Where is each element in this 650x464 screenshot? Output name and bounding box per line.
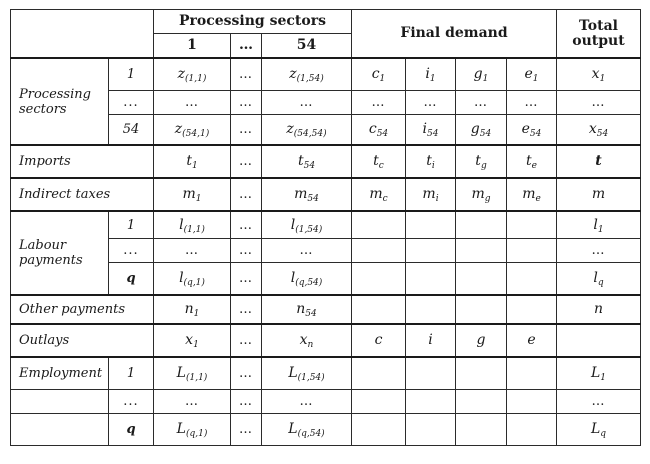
cell-sym: n <box>296 301 306 317</box>
cell-last <box>262 414 352 446</box>
cell-first <box>154 295 231 324</box>
row-label-other-payments: Other payments <box>11 295 154 324</box>
cell-g <box>456 115 507 146</box>
cell-first <box>154 324 231 357</box>
cell-sym: x <box>588 121 597 137</box>
cell-e <box>507 115 557 146</box>
cell-sub: (q,54) <box>297 429 325 439</box>
cell-sub: 54 <box>307 194 319 204</box>
cell-total <box>557 414 641 446</box>
cell-empty <box>507 239 557 263</box>
header-processing-sectors: Processing sectors <box>154 10 352 34</box>
cell-dots: … <box>231 357 262 390</box>
cell-first <box>154 263 231 296</box>
cell-sub: (54,54) <box>293 129 327 139</box>
input-output-table <box>10 9 641 446</box>
cell-sub: e <box>535 194 541 204</box>
cell-first <box>154 145 231 178</box>
cell-sym: L <box>176 365 186 381</box>
cell-empty <box>352 239 406 263</box>
cell-sub: (q,54) <box>295 278 323 288</box>
cell-empty <box>456 239 507 263</box>
header-corner <box>11 10 154 59</box>
row-index: q <box>109 414 154 446</box>
cell-empty <box>557 324 641 357</box>
header-total-line1: Total <box>578 17 618 34</box>
cell-sym: l <box>593 216 598 233</box>
row-index: ... <box>109 91 154 115</box>
cell-sym: c <box>371 66 380 82</box>
row-label-employment: Employment <box>11 357 109 390</box>
cell-sym: i <box>425 66 430 82</box>
cell-dots: … <box>231 295 262 324</box>
cell-sub: (1,54) <box>296 74 324 84</box>
cell-sym: l <box>179 270 184 286</box>
cell-sym: L <box>288 365 298 381</box>
cell-e <box>507 58 557 91</box>
cell-dots: … <box>557 239 641 263</box>
cell-sub: 54 <box>427 129 439 139</box>
cell-empty <box>352 211 406 239</box>
cell-sub: 54 <box>305 309 317 319</box>
cell-last <box>262 263 352 296</box>
cell-total <box>557 263 641 296</box>
cell-sub: (1,54) <box>297 373 325 383</box>
cell-sym: t <box>186 153 192 169</box>
cell-sym: L <box>176 421 186 437</box>
row-index: ... <box>109 239 154 263</box>
cell-dots: … <box>231 239 262 263</box>
cell-total: n <box>557 295 641 324</box>
cell-x-total <box>557 115 641 146</box>
cell-empty <box>406 263 456 296</box>
cell-sym: t <box>475 153 481 169</box>
cell-sym: L <box>590 365 601 381</box>
cell-sym: z <box>177 66 186 82</box>
cell-sym: c <box>368 121 377 137</box>
cell-sub: e <box>531 161 537 171</box>
cell-sub: q <box>600 429 607 439</box>
cell-sub: 1 <box>429 74 436 84</box>
cell-g <box>456 178 507 211</box>
cell-c <box>352 178 406 211</box>
cell-sym: m <box>182 186 196 202</box>
cell-sym: z <box>289 66 297 82</box>
cell-sym: x <box>299 332 308 348</box>
cell-sub: 1 <box>191 161 198 171</box>
header-col-first: 1 <box>154 34 231 59</box>
cell-sym: m <box>522 186 536 202</box>
cell-sub: i <box>431 161 435 171</box>
cell-sub: 1 <box>379 74 386 84</box>
cell-empty <box>507 295 557 324</box>
cell-c: c <box>352 324 406 357</box>
cell-sub: q <box>597 278 604 288</box>
cell-dots: … <box>154 390 231 414</box>
cell-sub: c <box>378 161 384 171</box>
cell-empty <box>352 357 406 390</box>
cell-z-last <box>262 115 352 146</box>
cell-empty <box>352 295 406 324</box>
cell-sub: 1 <box>195 194 202 204</box>
cell-dots: … <box>231 324 262 357</box>
cell-dots: … <box>262 91 352 115</box>
cell-dots: … <box>231 178 262 211</box>
cell-sym: e <box>524 66 533 82</box>
cell-sub: (54,1) <box>182 129 210 139</box>
cell-empty <box>456 357 507 390</box>
cell-empty <box>456 414 507 446</box>
cell-empty <box>406 239 456 263</box>
cell-empty <box>507 211 557 239</box>
cell-total <box>557 211 641 239</box>
cell-dots: … <box>231 145 262 178</box>
cell-sym: g <box>473 66 483 82</box>
cell-sub: 1 <box>193 309 200 319</box>
cell-empty <box>352 390 406 414</box>
cell-dots: … <box>456 91 507 115</box>
cell-sym: z <box>286 121 294 137</box>
row-index: 1 <box>109 58 154 91</box>
row-index: q <box>109 263 154 296</box>
cell-sub: 1 <box>600 373 607 383</box>
cell-sym: x <box>185 332 194 348</box>
cell-dots: … <box>557 91 641 115</box>
cell-sym: n <box>184 301 194 317</box>
cell-e <box>507 178 557 211</box>
header-col-last: 54 <box>262 34 352 59</box>
cell-z-last <box>262 58 352 91</box>
cell-last <box>262 178 352 211</box>
cell-empty <box>456 295 507 324</box>
cell-g: g <box>456 324 507 357</box>
cell-sym: l <box>290 270 296 286</box>
cell-sub: 54 <box>376 129 389 139</box>
cell-sub: 54 <box>596 129 609 139</box>
cell-empty <box>507 390 557 414</box>
cell-dots: … <box>231 263 262 296</box>
cell-empty <box>456 263 507 296</box>
cell-sub: c <box>382 194 388 204</box>
row-index: ... <box>109 390 154 414</box>
cell-empty <box>507 414 557 446</box>
cell-sub: 1 <box>532 74 539 84</box>
cell-dots: … <box>154 239 231 263</box>
cell-empty <box>11 390 109 414</box>
cell-empty <box>406 390 456 414</box>
cell-sub: (1,54) <box>295 224 323 235</box>
cell-sym: l <box>179 216 184 233</box>
cell-sub: 1 <box>482 74 489 84</box>
cell-i: i <box>406 324 456 357</box>
cell-first <box>154 357 231 390</box>
cell-i <box>406 145 456 178</box>
cell-z-first <box>154 115 231 146</box>
cell-empty <box>406 211 456 239</box>
cell-dots: … <box>262 390 352 414</box>
cell-sub: 1 <box>599 74 606 84</box>
cell-sym: e <box>521 121 530 137</box>
cell-sym: L <box>590 421 601 437</box>
row-label-labour-payments: Labour payments <box>11 211 109 295</box>
cell-sym: x <box>591 66 600 82</box>
row-index: 1 <box>109 211 154 239</box>
row-label-indirect-taxes: Indirect taxes <box>11 178 154 211</box>
cell-dots: … <box>557 390 641 414</box>
cell-c <box>352 115 406 146</box>
cell-sub: (1,1) <box>183 224 205 235</box>
cell-sym: l <box>290 216 296 233</box>
cell-sub: i <box>435 194 439 204</box>
cell-sub: g <box>484 194 491 204</box>
cell-empty <box>456 211 507 239</box>
cell-dots: … <box>507 91 557 115</box>
cell-c <box>352 145 406 178</box>
cell-sub: g <box>480 161 487 171</box>
cell-e: e <box>507 324 557 357</box>
cell-dots: … <box>406 91 456 115</box>
cell-empty <box>406 357 456 390</box>
cell-empty <box>11 414 109 446</box>
cell-g <box>456 145 507 178</box>
cell-sub: 54 <box>303 161 316 171</box>
cell-total: m <box>557 178 641 211</box>
cell-empty <box>352 414 406 446</box>
cell-dots: … <box>262 239 352 263</box>
cell-c <box>352 58 406 91</box>
cell-dots: … <box>231 91 262 115</box>
cell-sym: m <box>294 186 308 202</box>
cell-i <box>406 178 456 211</box>
cell-last <box>262 295 352 324</box>
cell-sym: m <box>471 186 485 202</box>
row-label-imports: Imports <box>11 145 154 178</box>
cell-first <box>154 211 231 239</box>
header-total-output <box>557 10 641 59</box>
cell-empty <box>352 263 406 296</box>
cell-sym: t <box>373 153 379 169</box>
cell-empty <box>406 414 456 446</box>
cell-sym: m <box>369 186 383 202</box>
cell-i <box>406 115 456 146</box>
row-label-processing-sectors: Processing sectors <box>11 58 109 145</box>
cell-dots: … <box>231 390 262 414</box>
cell-dots: … <box>352 91 406 115</box>
cell-sym: L <box>288 421 298 437</box>
cell-total: t <box>557 145 641 178</box>
row-index: 1 <box>109 357 154 390</box>
cell-empty <box>406 295 456 324</box>
cell-x-total <box>557 58 641 91</box>
cell-sub: (q,1) <box>185 429 208 439</box>
row-label-outlays: Outlays <box>11 324 154 357</box>
cell-i <box>406 58 456 91</box>
cell-last <box>262 324 352 357</box>
cell-sub: (1,1) <box>185 373 208 383</box>
cell-e <box>507 145 557 178</box>
header-col-dots: … <box>231 34 262 59</box>
cell-g <box>456 58 507 91</box>
cell-sym: t <box>526 153 532 169</box>
cell-sub: (q,1) <box>183 278 205 288</box>
cell-sym: z <box>174 121 183 137</box>
cell-sym: t <box>297 153 304 169</box>
cell-sub: 1 <box>193 340 199 350</box>
cell-last <box>262 145 352 178</box>
cell-empty <box>507 357 557 390</box>
cell-dots: … <box>231 414 262 446</box>
cell-sym: i <box>422 121 428 137</box>
cell-dots: … <box>231 115 262 146</box>
row-index: 54 <box>109 115 154 146</box>
cell-sym: g <box>470 121 480 137</box>
header-total-line2: output <box>572 32 625 49</box>
cell-sym: t <box>426 153 432 169</box>
cell-sub: 1 <box>597 224 604 235</box>
cell-dots: … <box>231 58 262 91</box>
cell-first <box>154 414 231 446</box>
cell-total <box>557 357 641 390</box>
header-final-demand: Final demand <box>352 10 557 59</box>
cell-sub: n <box>307 340 314 350</box>
cell-sym: l <box>593 270 598 286</box>
cell-sub: 54 <box>479 129 492 139</box>
cell-z-first <box>154 58 231 91</box>
cell-dots: … <box>231 211 262 239</box>
cell-sub: (1,1) <box>185 74 207 84</box>
cell-last <box>262 211 352 239</box>
cell-last <box>262 357 352 390</box>
cell-empty <box>507 263 557 296</box>
cell-sym: m <box>422 186 436 202</box>
cell-sub: 54 <box>529 129 542 139</box>
cell-empty <box>456 390 507 414</box>
cell-dots: … <box>154 91 231 115</box>
cell-first <box>154 178 231 211</box>
